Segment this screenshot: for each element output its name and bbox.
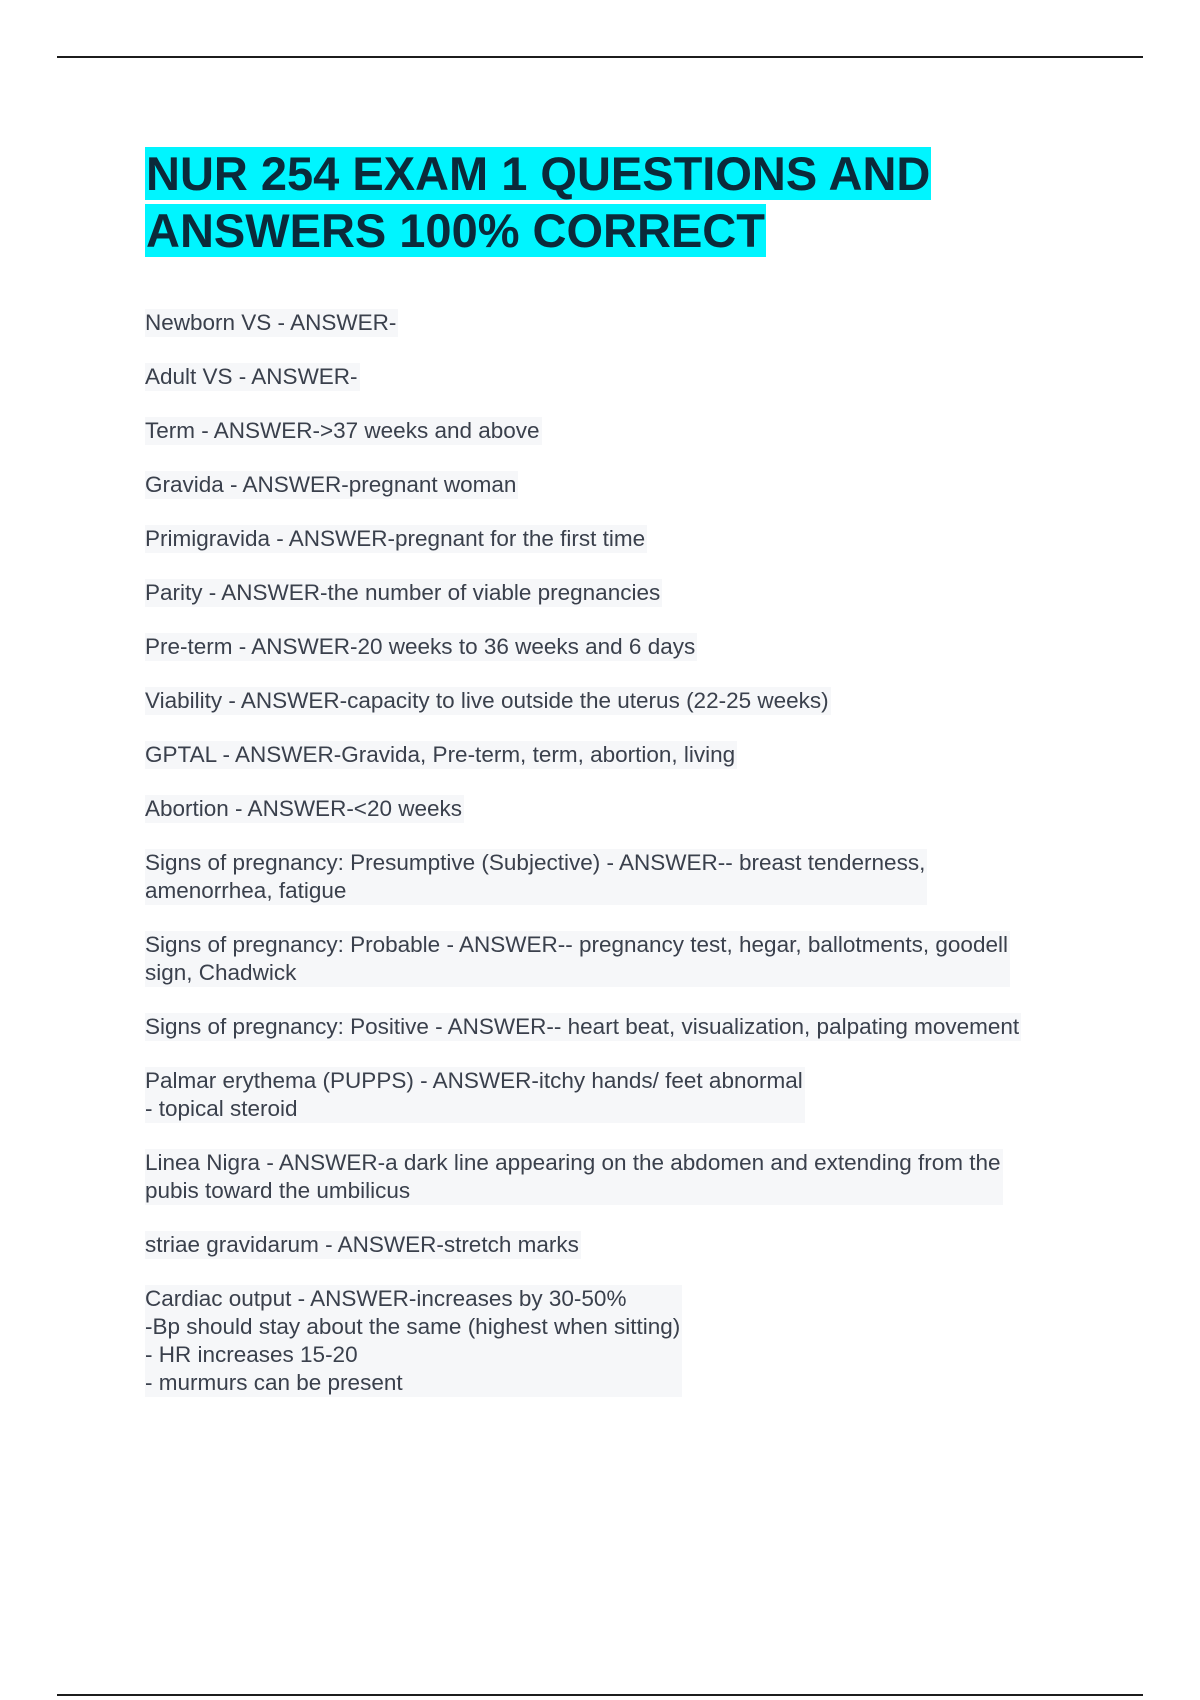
qa-item: Parity - ANSWER-the number of viable pregnancies xyxy=(145,580,661,605)
qa-item: Pre-term - ANSWER-20 weeks to 36 weeks and 6 days xyxy=(145,634,696,659)
qa-item: Primigravida - ANSWER-pregnant for the first time xyxy=(145,526,646,551)
top-rule xyxy=(57,56,1143,58)
qa-item: Viability - ANSWER-capacity to live outside the uterus (22-25 weeks) xyxy=(145,688,829,713)
title-line-2: ANSWERS 100% CORRECT xyxy=(146,204,765,257)
qa-item: Term - ANSWER->37 weeks and above xyxy=(145,418,540,443)
qa-item: GPTAL - ANSWER-Gravida, Pre-term, term, abortion, living xyxy=(145,742,736,767)
qa-item: Palmar erythema (PUPPS) - ANSWER-itchy hands/ feet abnormal - topical steroid xyxy=(145,1068,803,1121)
qa-item: Adult VS - ANSWER- xyxy=(145,364,358,389)
qa-item: Gravida - ANSWER-pregnant woman xyxy=(145,472,517,497)
document-title xyxy=(145,145,1095,259)
bottom-rule xyxy=(57,1694,1143,1696)
qa-item: Linea Nigra - ANSWER-a dark line appearing on the abdomen and extending from the pubis toward the umbilicus xyxy=(145,1150,1001,1203)
document-body xyxy=(145,145,1095,1423)
qa-item: Signs of pregnancy: Presumptive (Subjective) - ANSWER-- breast tenderness, amenorrhea, fatigue xyxy=(145,850,926,903)
qa-item: striae gravidarum - ANSWER-stretch marks xyxy=(145,1232,579,1257)
qa-item: Newborn VS - ANSWER- xyxy=(145,310,397,335)
qa-item: Signs of pregnancy: Positive - ANSWER-- heart beat, visualization, palpating movement xyxy=(145,1014,1020,1039)
qa-item: Cardiac output - ANSWER-increases by 30-50% -Bp should stay about the same (highest when sitting) - HR increases 15-20 - murmurs can be present xyxy=(145,1286,681,1395)
title-line-1: NUR 254 EXAM 1 QUESTIONS AND xyxy=(146,147,931,200)
qa-item: Abortion - ANSWER-<20 weeks xyxy=(145,796,462,821)
qa-item: Signs of pregnancy: Probable - ANSWER-- pregnancy test, hegar, ballotments, goodell sign, Chadwick xyxy=(145,932,1008,985)
qa-list xyxy=(145,309,1095,1397)
